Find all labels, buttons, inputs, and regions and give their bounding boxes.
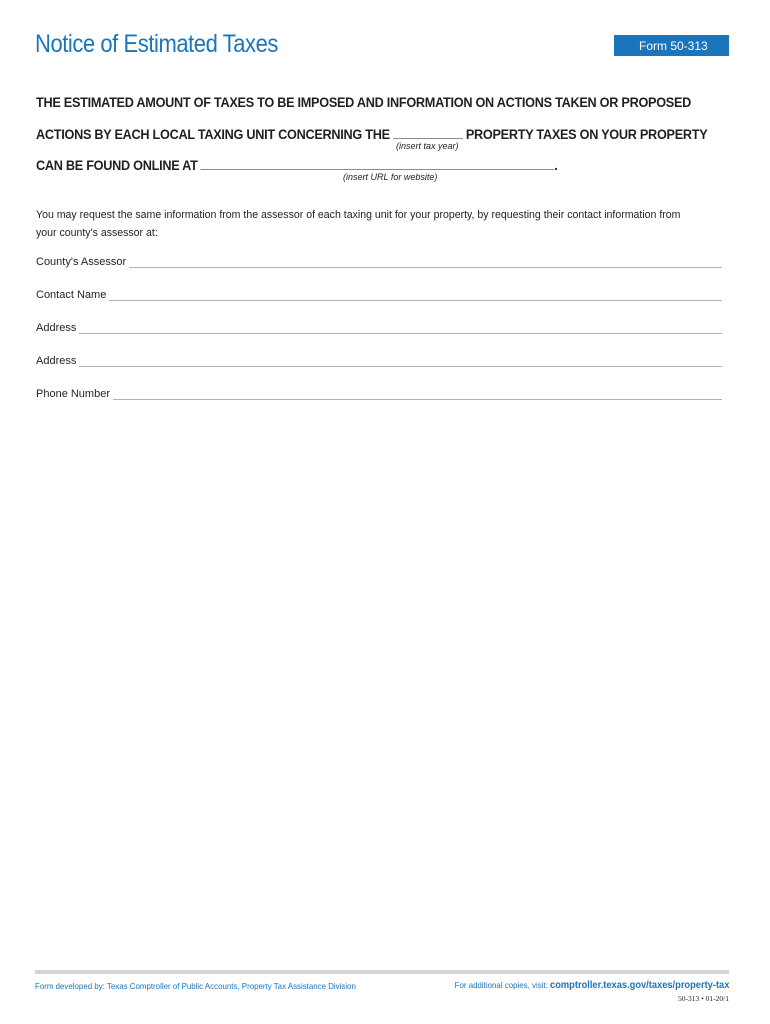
website-url-field[interactable] bbox=[201, 157, 554, 170]
comptroller-link[interactable]: comptroller.texas.gov/taxes/property-tax bbox=[549, 980, 729, 991]
heading-line-3-start: CAN BE FOUND ONLINE AT bbox=[36, 158, 198, 173]
heading-line-2 bbox=[36, 126, 707, 142]
tax-year-field[interactable] bbox=[393, 126, 463, 139]
address-row-1 bbox=[36, 318, 722, 334]
heading-line-2-start: ACTIONS BY EACH LOCAL TAXING UNIT CONCERNING THE bbox=[36, 127, 390, 142]
instructions-text: You may request the same information from the assessor of each taxing unit for your property, by requesting their contact information from your county's assessor at: bbox=[36, 209, 681, 239]
phone-number-label: Phone Number bbox=[36, 388, 110, 400]
heading-line-3 bbox=[36, 157, 558, 173]
phone-number-field[interactable] bbox=[113, 389, 722, 400]
county-assessor-row bbox=[36, 252, 722, 268]
website-url-hint: (insert URL for website) bbox=[343, 172, 438, 182]
footer-copies-prefix: For additional copies, visit: bbox=[454, 980, 548, 990]
address-field-2[interactable] bbox=[79, 356, 722, 367]
form-number-badge: Form 50-313 bbox=[614, 35, 729, 56]
address-label-2: Address bbox=[36, 355, 77, 367]
tax-year-hint: (insert tax year) bbox=[396, 141, 459, 151]
form-title: Notice of Estimated Taxes bbox=[35, 30, 278, 58]
footer-developed-by: Form developed by: Texas Comptroller of Public Accounts, Property Tax Assistance Division bbox=[35, 981, 356, 991]
contact-name-row bbox=[36, 285, 722, 301]
footer-divider bbox=[35, 970, 729, 974]
contact-name-label: Contact Name bbox=[36, 289, 107, 301]
phone-number-row bbox=[36, 384, 722, 400]
heading-line-3-end: . bbox=[554, 158, 558, 173]
county-assessor-field[interactable] bbox=[129, 257, 722, 268]
address-field-1[interactable] bbox=[79, 323, 722, 334]
footer-additional-copies bbox=[454, 980, 729, 991]
heading-line-1: THE ESTIMATED AMOUNT OF TAXES TO BE IMPOSED AND INFORMATION ON ACTIONS TAKEN OR PROPOSED bbox=[36, 95, 692, 110]
heading-line-2-end: PROPERTY TAXES ON YOUR PROPERTY bbox=[465, 127, 708, 142]
county-assessor-label: County's Assessor bbox=[36, 256, 127, 268]
footer-form-code: 50-313 • 01-20/1 bbox=[678, 994, 729, 1003]
contact-name-field[interactable] bbox=[109, 290, 722, 301]
address-row-2 bbox=[36, 351, 722, 367]
address-label-1: Address bbox=[36, 322, 77, 334]
